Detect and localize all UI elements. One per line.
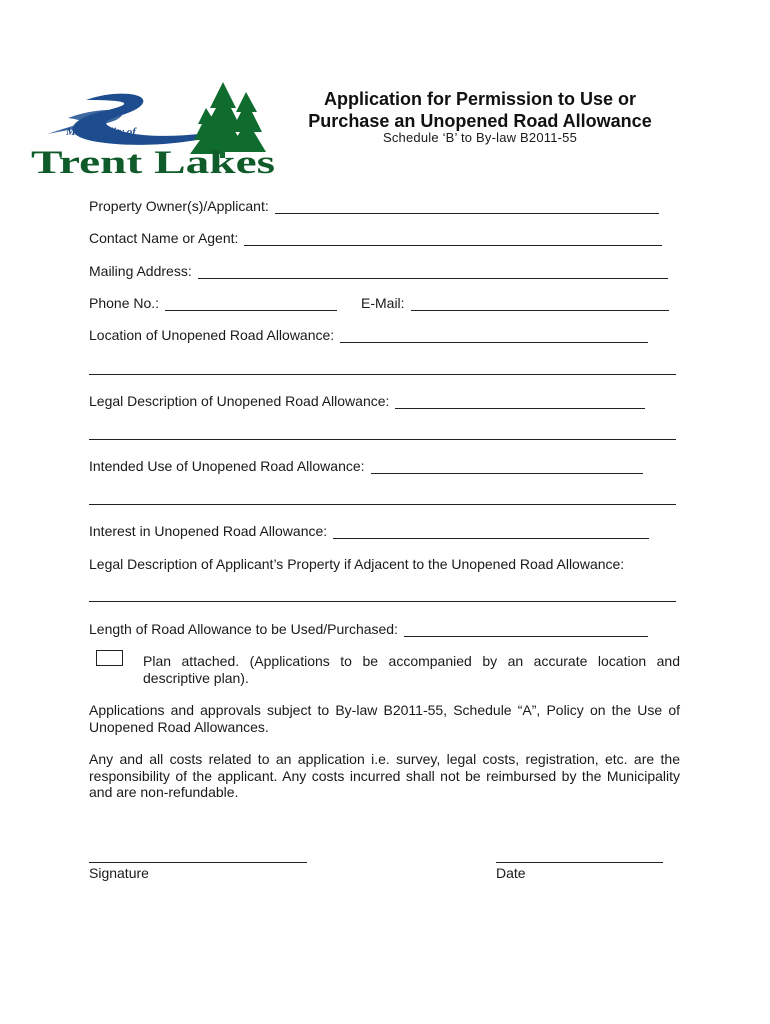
plan-attached-checkbox[interactable] — [96, 650, 123, 666]
length-label: Length of Road Allowance to be Used/Purchased: — [89, 621, 398, 637]
date-label: Date — [496, 865, 526, 881]
legal-desc-input-line[interactable] — [395, 394, 645, 409]
intended-use-field[interactable] — [89, 458, 643, 474]
location-input-line-2[interactable] — [89, 374, 676, 375]
phone-label: Phone No.: — [89, 295, 160, 311]
intended-use-input-line-2[interactable] — [89, 504, 676, 505]
mailing-field[interactable] — [89, 263, 668, 279]
applicant-property-label: Legal Description of Applicant’s Property if Adjacent to the Unopened Road Allowance: — [89, 556, 625, 572]
legal-desc-field[interactable] — [89, 393, 645, 409]
logo-municipality-of: Municipality of — [66, 126, 136, 138]
length-field[interactable] — [89, 621, 648, 637]
interest-input-line[interactable] — [333, 524, 649, 539]
form-subtitle: Schedule ‘B’ to By-law B2011-55 — [382, 130, 578, 145]
approvals-paragraph: Applications and approvals subject to By-law B2011-55, Schedule “A”, Policy on the Use of Unopened Road Allowances. — [89, 702, 680, 735]
interest-label: Interest in Unopened Road Allowance: — [89, 523, 328, 539]
intended-use-label: Intended Use of Unopened Road Allowance: — [89, 458, 365, 474]
location-input-line[interactable] — [340, 328, 648, 343]
form-title-line1: Application for Permission to Use or — [323, 89, 637, 109]
signature-line[interactable] — [89, 862, 307, 863]
legal-desc-label: Legal Description of Unopened Road Allowance: — [89, 393, 390, 409]
costs-paragraph: Any and all costs related to an application i.e. survey, legal costs, registration, etc. are the responsibility of the applicant. Any costs incurred shall not be reimbursed by the Municipality and are non-refundable. — [89, 751, 680, 800]
intended-use-input-line[interactable] — [371, 459, 643, 474]
location-label: Location of Unopened Road Allowance: — [89, 327, 335, 343]
phone-input-line[interactable] — [165, 296, 337, 311]
location-field[interactable] — [89, 327, 648, 343]
phone-field[interactable] — [89, 295, 337, 311]
email-label: E-Mail: — [361, 295, 405, 311]
applicant-property-field — [89, 556, 624, 572]
contact-label: Contact Name or Agent: — [89, 230, 239, 246]
contact-input-line[interactable] — [244, 231, 662, 246]
owner-field[interactable] — [89, 198, 659, 214]
form-title-line2: Purchase an Unopened Road Allowance — [308, 111, 652, 131]
applicant-property-input-line[interactable] — [89, 601, 676, 602]
owner-input-line[interactable] — [275, 199, 659, 214]
contact-field[interactable] — [89, 230, 662, 246]
length-input-line[interactable] — [404, 622, 648, 637]
mailing-input-line[interactable] — [198, 264, 668, 279]
date-line[interactable] — [496, 862, 663, 863]
signature-label: Signature — [89, 865, 149, 881]
owner-label: Property Owner(s)/Applicant: — [89, 198, 269, 214]
mailing-label: Mailing Address: — [89, 263, 192, 279]
email-input-line[interactable] — [411, 296, 669, 311]
email-field[interactable] — [361, 295, 669, 311]
trent-lakes-logo — [28, 78, 278, 178]
logo-name: Trent Lakes — [31, 145, 276, 178]
legal-desc-input-line-2[interactable] — [89, 439, 676, 440]
interest-field[interactable] — [89, 523, 649, 539]
plan-attached-text: Plan attached. (Applications to be accompanied by an accurate location and descriptive plan). — [143, 653, 680, 686]
